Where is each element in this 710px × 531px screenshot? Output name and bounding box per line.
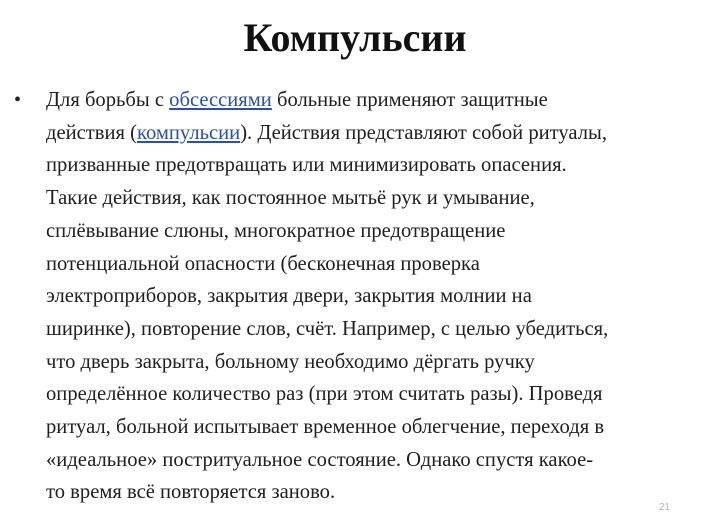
- text-line: призванные предотвращать или минимизировать опасения.: [46, 154, 567, 177]
- text-segment: Для борьбы с: [46, 89, 170, 111]
- text-line: сплёвывание слюны, многократное предотвращение: [46, 219, 506, 242]
- text-line: электроприборов, закрытия двери, закрытия молнии на: [46, 285, 532, 308]
- obsessions-link[interactable]: обсессиями: [169, 89, 272, 111]
- text-line: ширинке), повторение слов, счёт. Например, с целью убедиться,: [46, 317, 609, 340]
- text-segment: больные применяют защитные: [271, 89, 548, 111]
- compulsions-link[interactable]: компульсии: [137, 121, 241, 144]
- text-line: потенциальной опасности (бесконечная проверка: [46, 252, 480, 275]
- text-line: [46, 84, 706, 117]
- text-line: определённое количество раз (при этом считать разы). Проведя: [46, 383, 603, 406]
- text-line: то время всё повторяется заново.: [46, 481, 336, 504]
- bullet-marker: •: [14, 89, 22, 111]
- slide-title: Компульсии: [243, 15, 467, 60]
- text-line: «идеальное» постритуальное состояние. Однако спустя какое-: [46, 448, 594, 471]
- bullet-paragraph: [46, 84, 706, 509]
- text-line: ритуал, больной испытывает временное облегчение, переходя в: [46, 416, 605, 439]
- text-line: [46, 117, 706, 150]
- page-number: 21: [658, 502, 670, 513]
- text-segment: ). Действия представляют собой ритуалы,: [240, 121, 608, 144]
- text-line: Такие действия, как постоянное мытьё рук и умывание,: [46, 187, 535, 210]
- text-segment: действия (: [46, 121, 138, 144]
- text-line: что дверь закрыта, больному необходимо дёргать ручку: [46, 350, 535, 373]
